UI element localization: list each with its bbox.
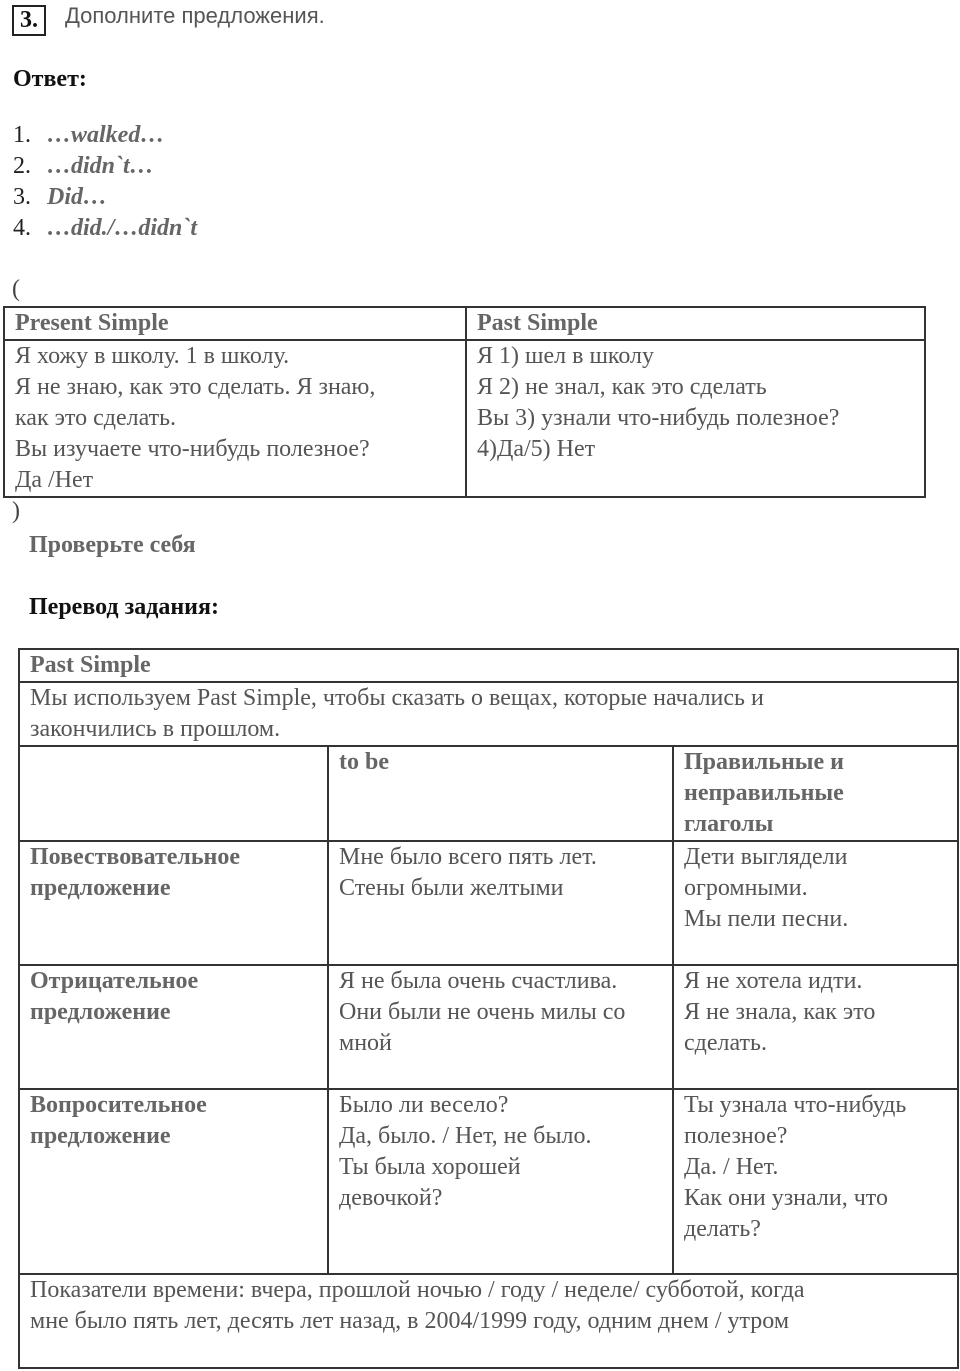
text-line: Мы пели песни.	[684, 906, 849, 932]
answer-item	[13, 120, 197, 151]
table-row	[4, 340, 925, 497]
text-line: предложение	[30, 875, 171, 901]
empty-header-cell	[19, 746, 328, 841]
text-line: Стены были желтыми	[339, 875, 564, 901]
text-line: Ты была хорошей	[339, 1154, 521, 1180]
text-line: закончились в прошлом.	[30, 716, 281, 742]
answer-text: Did…	[47, 184, 107, 210]
tense-compare-table	[3, 306, 926, 498]
text-line: Я не была очень счастлива.	[339, 968, 618, 994]
text-line: Мне было всего пять лет.	[339, 844, 597, 870]
table-title-row	[19, 649, 958, 682]
task-number: 3.	[12, 5, 46, 36]
row-label-interrogative	[19, 1089, 328, 1274]
text-line: Мы используем Past Simple, чтобы сказать о вещах, которые начались и	[30, 685, 764, 711]
text-line: предложение	[30, 1123, 171, 1149]
row-label-affirmative	[19, 841, 328, 965]
text-line: 4)Да/5) Нет	[477, 436, 596, 462]
time-markers-row	[19, 1274, 958, 1368]
time-markers-cell	[19, 1274, 958, 1368]
text-line: Я не знаю, как это сделать. Я знаю,	[15, 374, 376, 400]
text-line: предложение	[30, 999, 171, 1025]
answer-list	[13, 120, 197, 244]
check-yourself-heading: Проверьте себя	[29, 532, 196, 558]
answer-number: 2.	[13, 153, 31, 179]
text-line: Вы изучаете что-нибудь полезное?	[15, 436, 370, 462]
translation-heading: Перевод задания:	[29, 594, 219, 620]
text-line: Повествовательное	[30, 844, 241, 870]
text-line: неправильные	[684, 780, 844, 806]
answer-label: Ответ:	[13, 66, 87, 92]
close-parenthesis: )	[12, 498, 20, 524]
answer-number: 3.	[13, 184, 31, 210]
answer-number: 4.	[13, 215, 31, 241]
text-line: мне было пять лет, десять лет назад, в 2004/1999 году, одним днем / утром	[30, 1308, 789, 1334]
text-line: Дети выглядели	[684, 844, 848, 870]
text-line: делать?	[684, 1216, 761, 1242]
grammar-table-title: Past Simple	[19, 649, 958, 682]
text-line: Да. / Нет.	[684, 1154, 779, 1180]
text-line: Я 1) шел в школу	[477, 343, 655, 369]
text-line: Как они узнали, что	[684, 1185, 888, 1211]
text-line: глаголы	[684, 811, 774, 837]
to-be-cell	[328, 841, 673, 965]
table-description-row	[19, 682, 958, 746]
answer-text: …didn`t…	[47, 153, 154, 179]
answer-item	[13, 182, 197, 213]
text-line: Показатели времени: вчера, прошлой ночью / году / неделе/ субботой, когда	[30, 1277, 805, 1303]
header-verbs	[673, 746, 958, 841]
header-present-simple: Present Simple	[4, 307, 466, 340]
text-line: Отрицательное	[30, 968, 199, 994]
text-line: Я 2) не знал, как это сделать	[477, 374, 767, 400]
grammar-description	[19, 682, 958, 746]
answer-item	[13, 213, 197, 244]
task-instruction: Дополните предложения.	[65, 3, 325, 28]
open-parenthesis: (	[12, 276, 20, 302]
text-line: Я не знала, как это	[684, 999, 876, 1025]
answer-item	[13, 151, 197, 182]
text-line: Ты узнала что-нибудь	[684, 1092, 907, 1118]
to-be-cell	[328, 1089, 673, 1274]
answer-text: …walked…	[47, 122, 165, 148]
verbs-cell	[673, 1089, 958, 1274]
text-line: Вы 3) узнали что-нибудь полезное?	[477, 405, 840, 431]
text-line: сделать.	[684, 1030, 767, 1056]
text-line: Я не хотела идти.	[684, 968, 863, 994]
row-label-negative	[19, 965, 328, 1089]
text-line: полезное?	[684, 1123, 788, 1149]
header-to-be: to be	[328, 746, 673, 841]
text-line: Они были не очень милы со	[339, 999, 626, 1025]
text-line: мной	[339, 1030, 392, 1056]
text-line: как это сделать.	[15, 405, 177, 431]
text-line: девочкой?	[339, 1185, 443, 1211]
text-line: Я хожу в школу. 1 в школу.	[15, 343, 290, 369]
header-past-simple: Past Simple	[466, 307, 925, 340]
present-simple-cell	[4, 340, 466, 497]
text-line: Было ли весело?	[339, 1092, 509, 1118]
table-row	[19, 841, 958, 965]
table-header-row	[4, 307, 925, 340]
past-simple-cell	[466, 340, 925, 497]
text-line: Вопросительное	[30, 1092, 207, 1118]
answer-text: …did./…didn`t	[47, 215, 198, 241]
answer-number: 1.	[13, 122, 31, 148]
text-line: Правильные и	[684, 749, 845, 775]
past-simple-grammar-table	[18, 648, 959, 1369]
table-row	[19, 965, 958, 1089]
verbs-cell	[673, 965, 958, 1089]
text-line: Да /Нет	[15, 467, 94, 493]
text-line: Да, было. / Нет, не было.	[339, 1123, 592, 1149]
verbs-cell	[673, 841, 958, 965]
text-line: огромными.	[684, 875, 808, 901]
table-header-row	[19, 746, 958, 841]
table-row	[19, 1089, 958, 1274]
to-be-cell	[328, 965, 673, 1089]
